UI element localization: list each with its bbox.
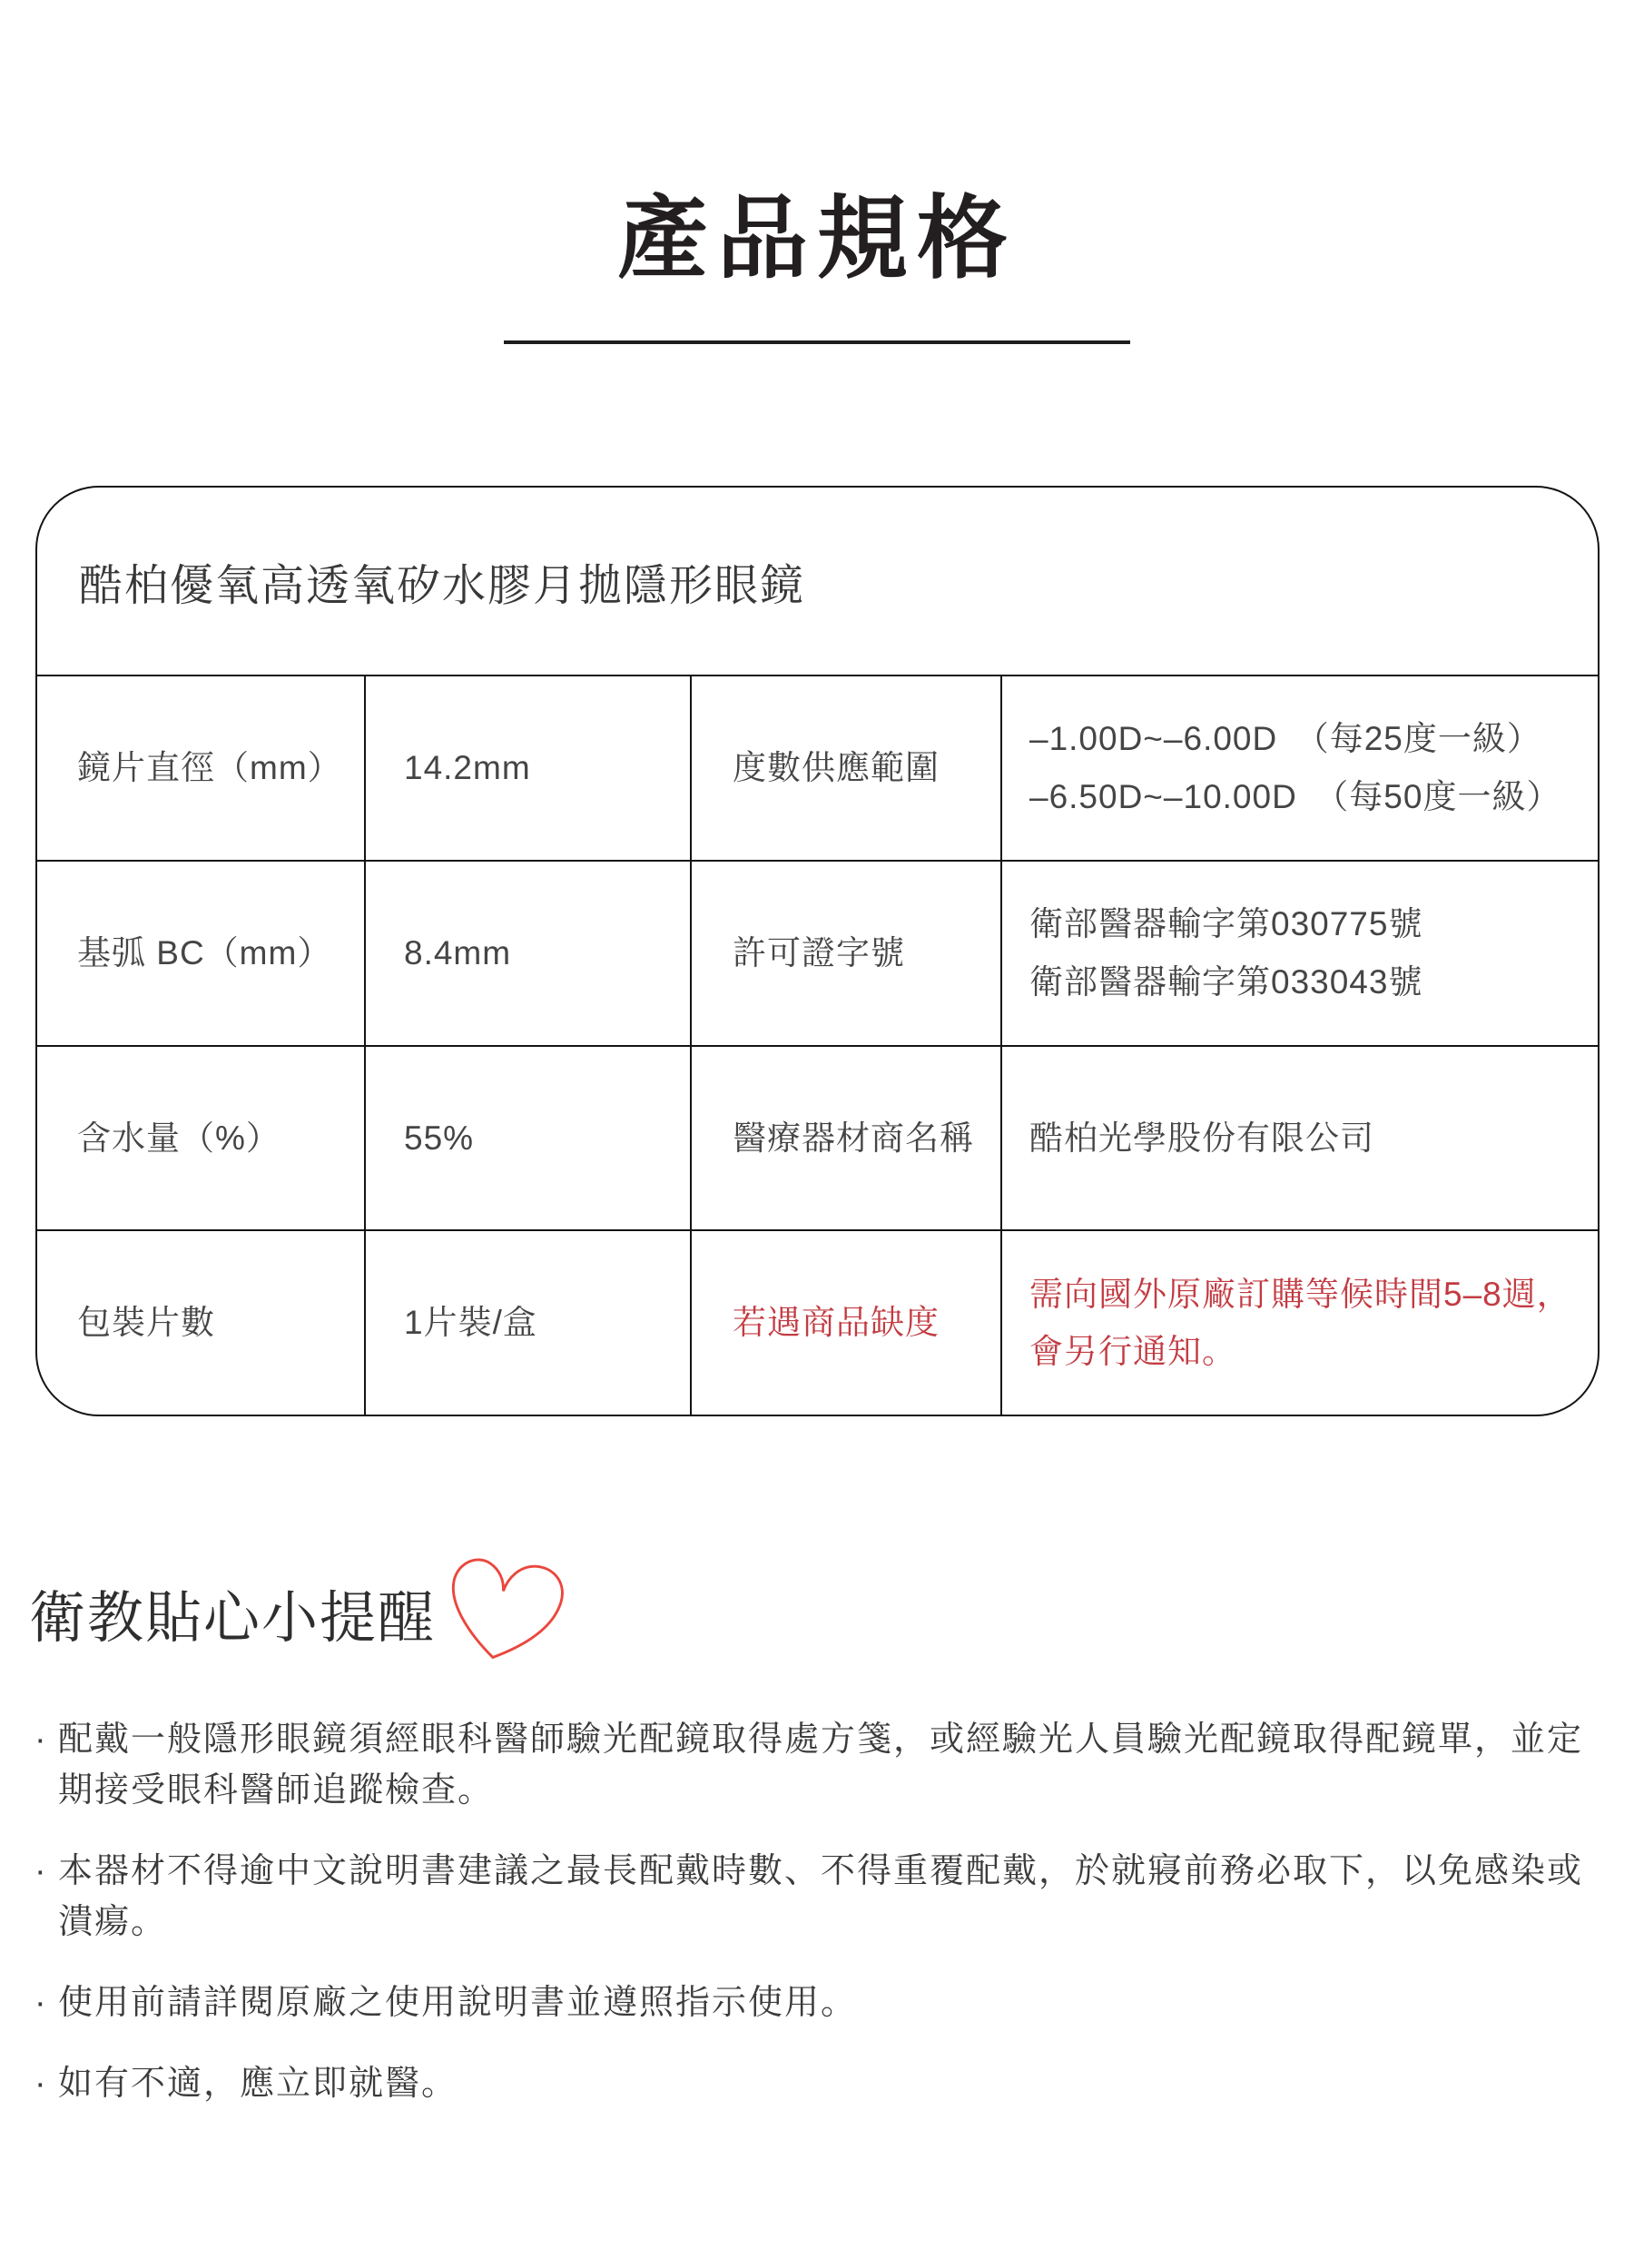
page-title: 產品規格: [617, 188, 1017, 290]
spec-value-text: 8.4mm: [404, 933, 512, 971]
spec-label-text: 鏡片直徑（mm）: [77, 749, 342, 787]
tips-item: [0, 2058, 1610, 2109]
spec-value-device-company: [1000, 1045, 1598, 1230]
spec-label-power-range: [690, 675, 1000, 860]
spec-label-water-content: [37, 1045, 364, 1230]
spec-value-out-of-stock: [1000, 1229, 1598, 1415]
tips-item: [0, 1977, 1610, 2028]
tips-heading-row: [0, 1589, 1634, 1652]
spec-value-base-curve: [364, 860, 690, 1045]
spec-label-lens-diameter: [37, 675, 364, 860]
tips-item: [0, 1846, 1610, 1948]
tips-item-text: 配戴一般隱形眼鏡須經眼科醫師驗光配鏡取得處方箋，或經驗光人員驗光配鏡取得配鏡單，並定期接受眼科醫師追蹤檢查。: [58, 1721, 1584, 1809]
spec-label-device-company: [690, 1045, 1000, 1230]
spec-value-line: 衛部醫器輸字第033043號: [1029, 962, 1423, 1001]
tips-item-text: 如有不適，應立即就醫。: [58, 2065, 458, 2103]
heart-icon: [430, 1549, 585, 1669]
spec-value-line: 酷柏光學股份有限公司: [1029, 1119, 1374, 1157]
spec-label-license-number: [690, 860, 1000, 1045]
bullet-dot: ·: [34, 1852, 48, 1890]
product-name: 酷柏優氧高透氧矽水膠月拋隱形眼鏡: [79, 561, 806, 610]
spec-value-text: 14.2mm: [404, 749, 531, 787]
bullet-dot: ·: [34, 1721, 48, 1759]
spec-value-line: 衛部醫器輸字第030775號: [1029, 905, 1423, 942]
spec-table-card: [35, 486, 1600, 1416]
spec-value-line: –6.50D~–10.00D （每50度一級）: [1029, 777, 1561, 815]
spec-label-text: 度數供應範圍: [733, 749, 940, 787]
spec-label-text: 許可證字號: [733, 933, 905, 971]
spec-label-text: 含水量（%）: [77, 1119, 281, 1157]
tips-item: [0, 1714, 1610, 1816]
spec-value-line: –1.00D~–6.00D （每25度一級）: [1029, 720, 1541, 758]
spec-value-line: 會另行通知。: [1029, 1333, 1236, 1371]
spec-label-text: 若遇商品缺度: [733, 1304, 940, 1342]
spec-label-text: 醫療器材商名稱: [733, 1119, 974, 1157]
spec-label-text: 基弧 BC（mm）: [77, 933, 332, 971]
title-underline: [504, 340, 1130, 344]
spec-value-power-range: [1000, 675, 1598, 860]
spec-value-pack-quantity: [364, 1229, 690, 1415]
spec-value-line: 需向國外原廠訂購等候時間5–8週，: [1029, 1275, 1571, 1313]
bullet-dot: ·: [34, 2065, 48, 2103]
tips-item-text: 使用前請詳閱原廠之使用說明書並遵照指示使用。: [58, 1984, 858, 2022]
tips-item-text: 本器材不得逾中文說明書建議之最長配戴時數、不得重覆配戴，於就寢前務必取下，以免感染或潰瘍。: [58, 1852, 1584, 1941]
bullet-dot: ·: [34, 1984, 48, 2022]
tips-title: 衛教貼心小提醒: [29, 1587, 437, 1650]
spec-value-water-content: [364, 1045, 690, 1230]
spec-label-text: 包裝片數: [77, 1304, 215, 1342]
health-tips-section: [0, 1589, 1634, 2139]
spec-value-text: 55%: [404, 1119, 475, 1157]
spec-label-out-of-stock: [690, 1229, 1000, 1415]
tips-list: [0, 1714, 1634, 2109]
spec-grid: [37, 675, 1598, 1415]
spec-value-license-number: [1000, 860, 1598, 1045]
spec-label-base-curve: [37, 860, 364, 1045]
spec-value-text: 1片裝/盒: [404, 1304, 537, 1342]
spec-label-pack-quantity: [37, 1229, 364, 1415]
spec-value-lens-diameter: [364, 675, 690, 860]
